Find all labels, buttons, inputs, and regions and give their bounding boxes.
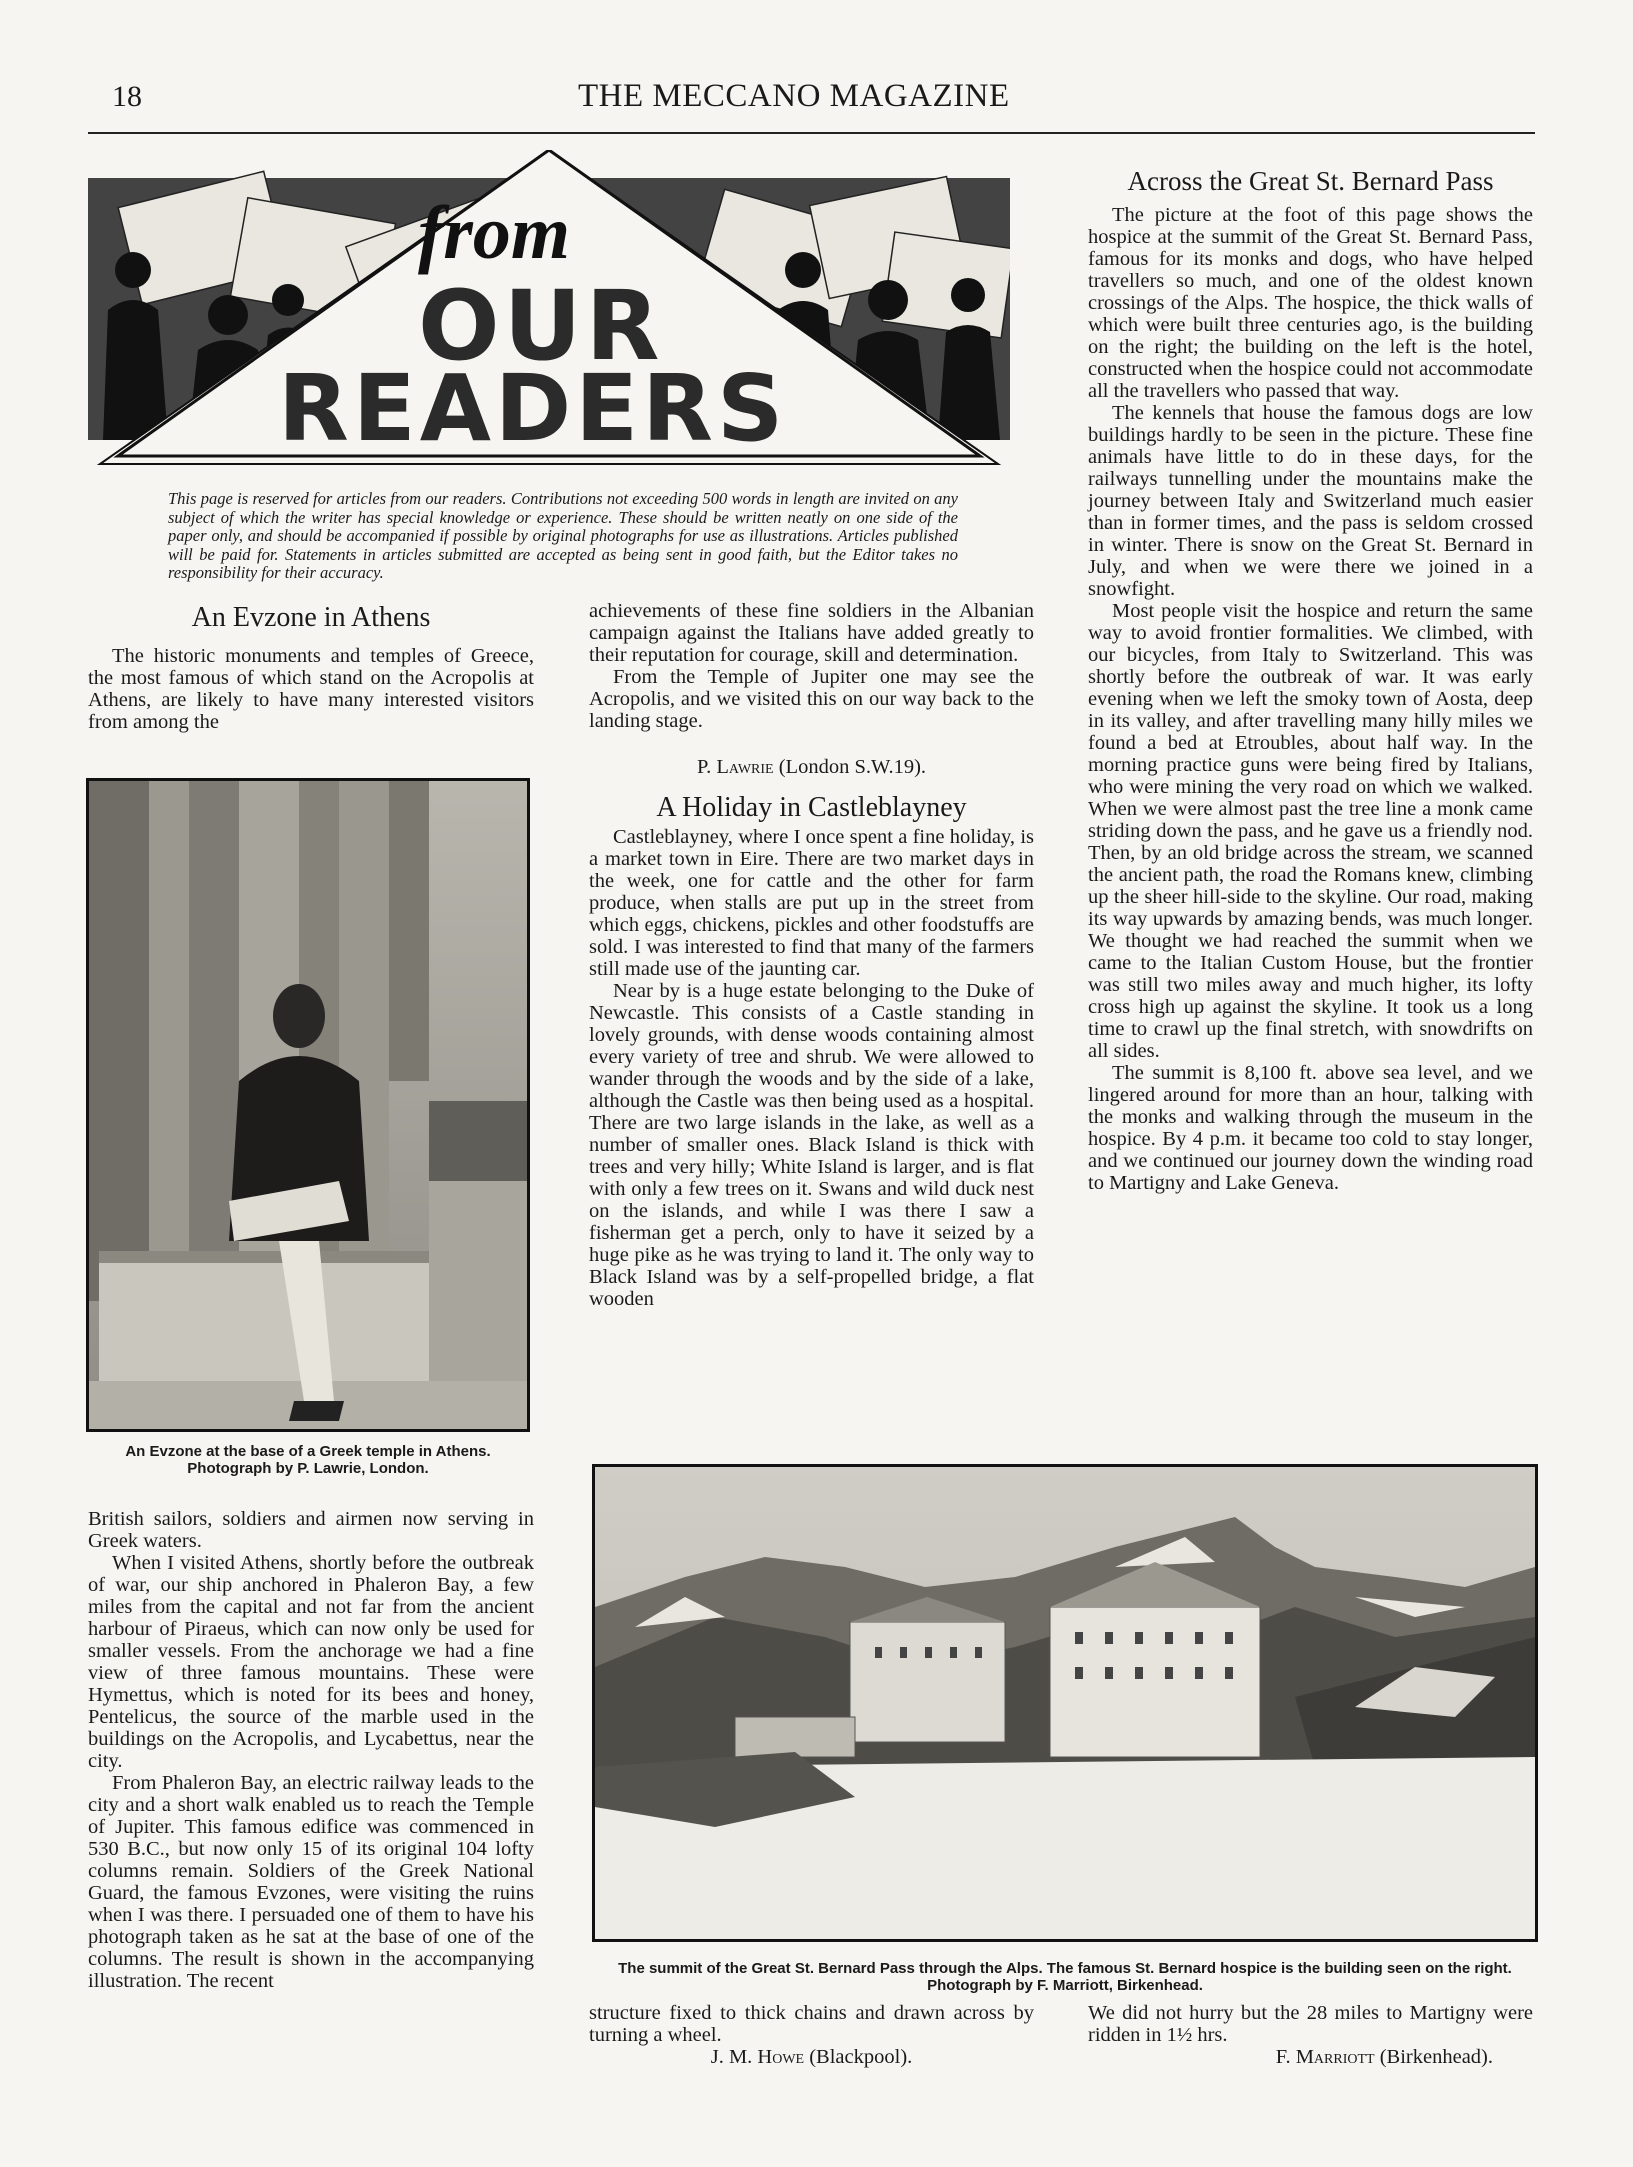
paragraph: When I visited Athens, shortly before the outbreak of war, our ship anchored in Phaleron Bay, a few miles from the capital and not far from the ancient harbour of Piraeus, which can now only be used for smaller vessels. From the anchorage we had a fine view of three famous mountains. These were Hymettus, which is noted for its bees and honey, Pentelicus, the source of the marble used in the buildings on the Acropolis, and Lycabettus, near the city. xyxy=(88,1552,534,1772)
author-name: F. Marriott xyxy=(1275,2046,1375,2068)
author-place: (Blackpool). xyxy=(809,2046,913,2068)
author-place: (Birkenhead). xyxy=(1379,2046,1493,2068)
paragraph: The kennels that house the famous dogs are low buildings hardly to be seen in the picture. These fine animals have little to do in these days, for the railways tunnelling under the mountains make the journey between Italy and Switzerland much easier than in former times, and the pass is seldom crossed in winter. There is snow on the Great St. Bernard in July, and when we were there we joined in a snowfight. xyxy=(1088,402,1533,600)
running-head: THE MECCANO MAGAZINE xyxy=(578,78,1010,114)
evzone-photo xyxy=(86,778,530,1432)
article-castleblayney-end xyxy=(589,2002,1034,2046)
from-our-readers-banner xyxy=(88,150,1010,467)
article-evzone-body xyxy=(88,1508,534,1992)
paragraph: British sailors, soldiers and airmen now serving in Greek waters. xyxy=(88,1508,534,1552)
article-evzone-intro xyxy=(88,645,534,733)
paragraph: The historic monuments and temples of Greece, the most famous of which stand on the Acropolis at Athens, are likely to have many interested visitors from among the xyxy=(88,645,534,733)
banner-word-readers: READERS xyxy=(278,355,788,462)
st-bernard-signature xyxy=(1088,2046,1533,2069)
article-title-st-bernard: Across the Great St. Bernard Pass xyxy=(1127,166,1494,196)
author-place: (London S.W.19). xyxy=(778,756,927,778)
st-bernard-photo xyxy=(592,1464,1538,1942)
paragraph: structure fixed to thick chains and drawn across by turning a wheel. xyxy=(589,2002,1034,2046)
paragraph: From Phaleron Bay, an electric railway leads to the city and a short walk enabled us to reach the Temple of Jupiter. This famous edifice was commenced in 530 B.C., but now only 15 of its original 104 lofty columns remain. Soldiers of the Greek National Guard, the famous Evzones, were visiting the ruins when I was there. I persuaded one of them to have his photograph taken as he sat at the base of one of the columns. The result is shown in the accompanying illustration. The recent xyxy=(88,1772,534,1992)
article-st-bernard-body xyxy=(1088,204,1533,1194)
article-title-evzone: An Evzone in Athens xyxy=(191,602,431,633)
evzone-photo-caption: An Evzone at the base of a Greek temple in Athens. Photograph by P. Lawrie, London. xyxy=(125,1443,491,1477)
paragraph: We did not hurry but the 28 miles to Martigny were ridden in 1½ hrs. xyxy=(1088,2002,1533,2046)
article-title-castleblayney: A Holiday in Castleblayney xyxy=(656,792,967,823)
paragraph: From the Temple of Jupiter one may see the Acropolis, and we visited this on our way back to the landing stage. xyxy=(589,666,1034,732)
evzone-signature xyxy=(589,756,1034,779)
paragraph: Castleblayney, where I once spent a fine holiday, is a market town in Eire. There are two market days in the week, one for cattle and the other for farm produce, when stalls are put up in the street from which eggs, chickens, pickles and other foodstuffs are sold. I was interested to find that many of the farmers still made use of the jaunting car. xyxy=(589,826,1034,980)
banner-word-from: from xyxy=(418,191,570,275)
author-name: P. Lawrie xyxy=(696,756,774,778)
header-rule xyxy=(88,132,1535,134)
page-number: 18 xyxy=(112,80,142,113)
banner-word-our: OUR xyxy=(418,270,664,382)
intro-notice: This page is reserved for articles from our readers. Contributions not exceeding 500 words in length are invited on any subject of which the writer has special knowledge or experience. These should be written neatly on one side of the paper only, and should be accompanied if possible by original photographs for use as illustrations. Articles published will be paid for. Statements in articles submitted are accepted as being sent in good faith, but the Editor takes no responsibility for their accuracy. xyxy=(168,489,958,582)
author-name: J. M. Howe xyxy=(710,2046,805,2068)
paragraph: Most people visit the hospice and return the same way to avoid frontier formalities. We climbed, with our bicycles, from Italy to Switzerland. This was shortly before the outbreak of war. It was early evening when we left the smoky town of Aosta, deep in its valley, and after travelling many hilly miles we found a bed at Etroubles, about half way. In the morning practice guns were being fired by Italians, who were mining the very road on which we walked. When we were almost past the tree line a monk came striding down the pass, and he gave us a friendly nod. Then, by an old bridge across the stream, we scanned the ancient path, the road the Romans knew, climbing up the sheer hill-side to the skyline. Our road, making its way upwards by amazing bends, was much longer. We thought we had reached the summit when we came to the Italian Custom House, but the frontier was still two miles away and much higher, its lofty cross high up against the skyline. It took us a long time to crawl up the final stretch, with snowdrifts on all sides. xyxy=(1088,600,1533,1062)
article-st-bernard-end xyxy=(1088,2002,1533,2046)
paragraph: Near by is a huge estate belonging to the Duke of Newcastle. This consists of a Castle standing in lovely grounds, with dense woods containing almost every variety of tree and shrub. We were allowed to wander through the woods and by the side of a lake, although the Castle was then being used as a hospital. There are two large islands in the lake, as well as a number of smaller ones. Black Island is thick with trees and very hilly; White Island is larger, and is flat with only a few trees on it. Swans and wild duck nest on the islands, and while I was there I saw a fisherman get a perch, only to have it seized by a huge pike as he was trying to land it. The only way to Black Island was by a self-propelled bridge, a flat wooden xyxy=(589,980,1034,1310)
evzone-illustration xyxy=(89,781,527,1429)
paragraph: The summit is 8,100 ft. above sea level, and we lingered around for more than an hour, talking with the monks and walking through the museum in the hospice. By 4 p.m. it became too cold to stay longer, and we continued our journey down the winding road to Martigny and Lake Geneva. xyxy=(1088,1062,1533,1194)
st-bernard-illustration xyxy=(595,1467,1535,1939)
article-castleblayney-body xyxy=(589,826,1034,1310)
article-evzone-conclusion xyxy=(589,600,1034,732)
paragraph: achievements of these fine soldiers in the Albanian campaign against the Italians have added greatly to their reputation for courage, skill and determination. xyxy=(589,600,1034,666)
paragraph: The picture at the foot of this page shows the hospice at the summit of the Great St. Bernard Pass, famous for its monks and dogs, who have helped travellers so much, and one of the oldest known crossings of the Alps. The hospice, the thick walls of which were built three centuries ago, is the building on the right; the building on the left is the hotel, constructed when the hospice could not accommodate all the travellers who passed that way. xyxy=(1088,204,1533,402)
castleblayney-signature xyxy=(589,2046,1034,2069)
st-bernard-photo-caption: The summit of the Great St. Bernard Pass through the Alps. The famous St. Bernard hospice is the building seen on the right. Photograph by F. Marriott, Birkenhead. xyxy=(618,1960,1512,1994)
